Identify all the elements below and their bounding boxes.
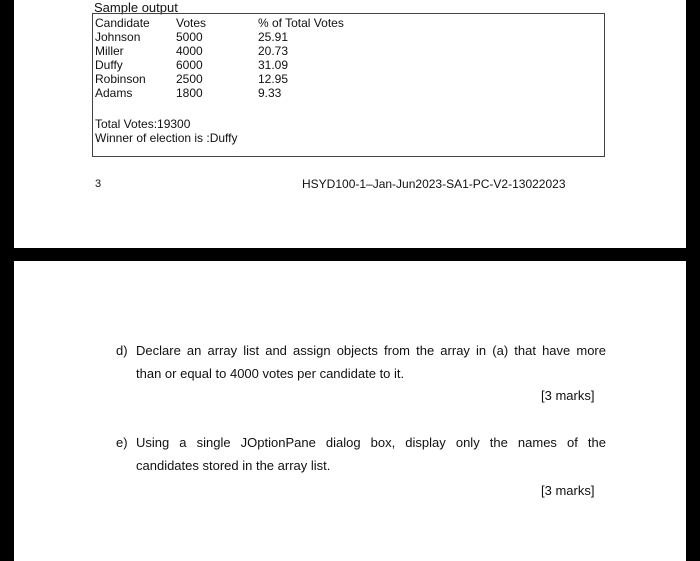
table-cell-votes: 6000 <box>176 58 203 72</box>
table-cell-percent: 31.09 <box>258 58 289 72</box>
marks-label: [3 marks] <box>541 483 595 498</box>
question-text <box>136 431 606 477</box>
question-d <box>116 339 606 385</box>
table-cell-votes: 4000 <box>176 44 203 58</box>
document-code: HSYD100-1–Jan-Jun2023-SA1-PC-V2-13022023 <box>302 177 566 191</box>
question-line: than or equal to 4000 votes per candidate to it. <box>136 366 405 381</box>
sample-output-label: Sample output <box>94 0 178 15</box>
document-page-bottom <box>14 261 686 561</box>
question-line: Declare an array list and assign objects from the array in (a) that have more <box>136 343 606 358</box>
table-cell-votes: 2500 <box>176 72 203 86</box>
table-header-votes: Votes <box>176 16 207 30</box>
question-text <box>136 339 606 385</box>
table-cell-candidate: Duffy <box>95 58 123 72</box>
total-votes-text: Total Votes:19300 <box>95 117 191 131</box>
sample-output-box <box>92 13 605 157</box>
winner-text: Winner of election is :Duffy <box>95 131 238 145</box>
question-e <box>116 431 606 477</box>
question-letter: e) <box>116 435 128 450</box>
page-number: 3 <box>95 178 102 190</box>
table-cell-candidate: Robinson <box>95 72 146 86</box>
document-page-top <box>14 0 686 248</box>
table-header-percent: % of Total Votes <box>258 16 344 30</box>
question-line: candidates stored in the array list. <box>136 458 331 473</box>
table-cell-votes: 5000 <box>176 30 203 44</box>
table-cell-candidate: Miller <box>95 44 124 58</box>
table-cell-candidate: Adams <box>95 86 133 100</box>
table-cell-percent: 12.95 <box>258 72 289 86</box>
table-cell-candidate: Johnson <box>95 30 141 44</box>
question-letter: d) <box>116 343 128 358</box>
table-cell-percent: 9.33 <box>258 86 282 100</box>
table-cell-percent: 25.91 <box>258 30 289 44</box>
table-cell-percent: 20.73 <box>258 44 289 58</box>
question-line: Using a single JOptionPane dialog box, display only the names of the <box>136 435 606 450</box>
table-cell-votes: 1800 <box>176 86 203 100</box>
marks-label: [3 marks] <box>541 388 595 403</box>
table-header-candidate: Candidate <box>95 16 150 30</box>
